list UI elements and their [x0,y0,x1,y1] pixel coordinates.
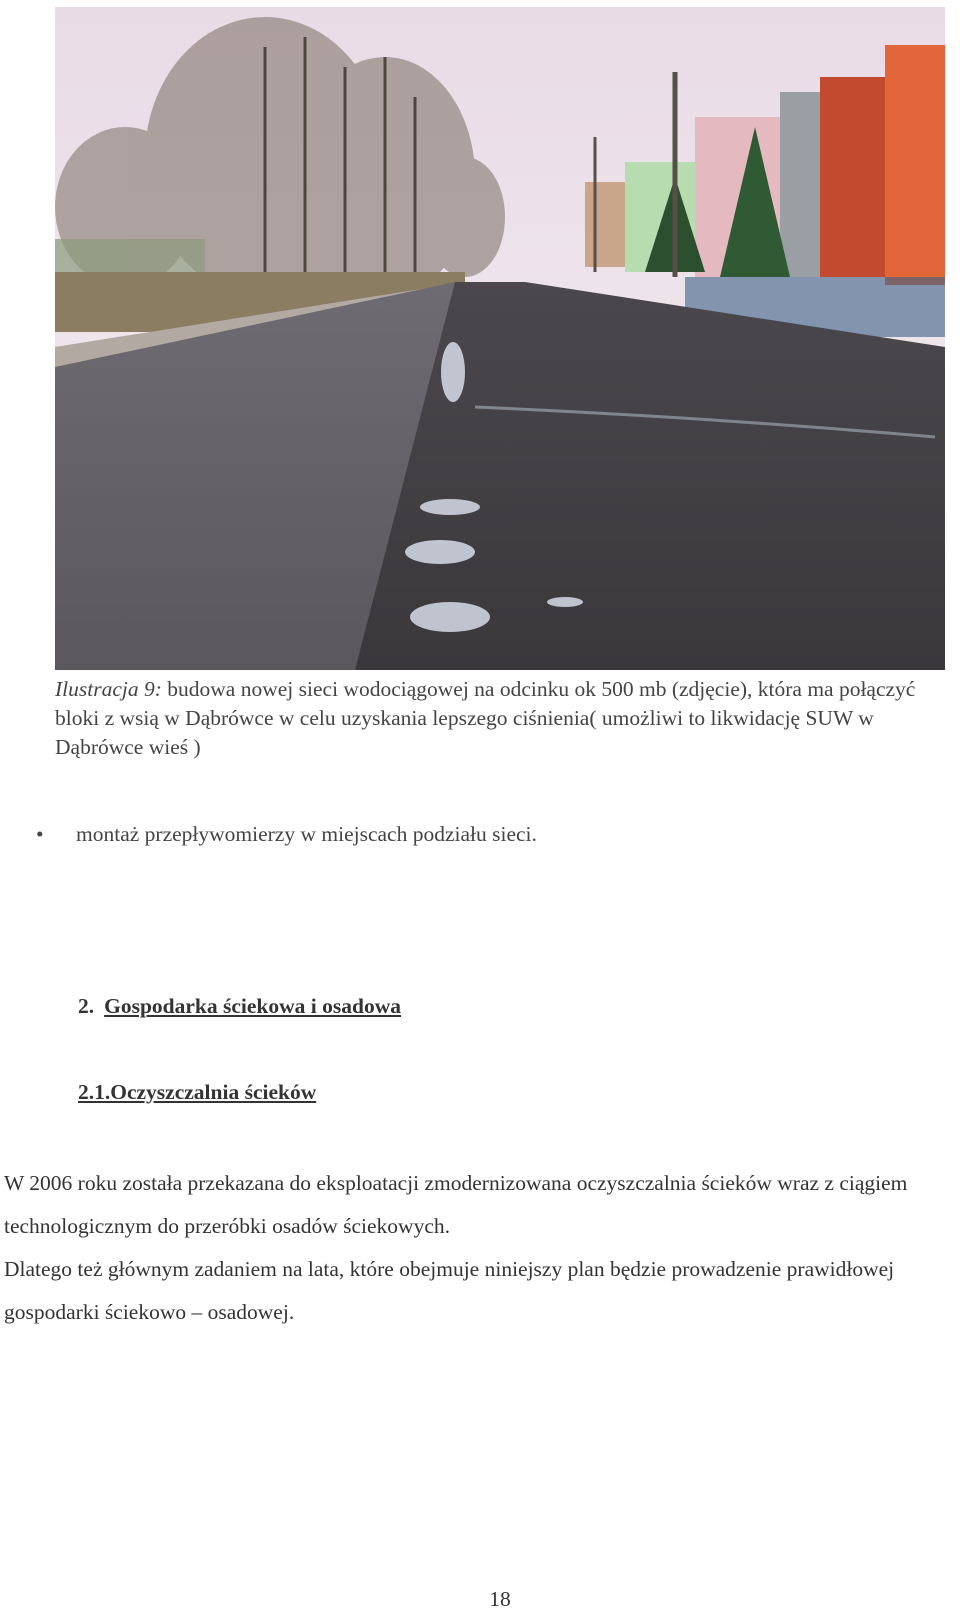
section-number: 2. [78,994,95,1018]
list-item-text: montaż przepływomierzy w miejscach podziału sieci. [76,822,537,846]
section-title: Gospodarka ściekowa i osadowa [104,994,401,1018]
paragraph: W 2006 roku została przekazana do eksploatacji zmodernizowana oczyszczalnia ścieków wraz z ciągiem technologicznym do przeróbki osadów ściekowych. [4,1171,908,1238]
subsection-heading: 2.1.Oczyszczalnia ścieków [78,1080,317,1104]
caption-lead: Ilustracja 9: [55,677,162,701]
bullet-icon: • [36,822,44,846]
figure-caption [55,675,945,762]
list-item [36,820,537,849]
paragraph: Dlatego też głównym zadaniem na lata, które obejmuje niniejszy plan będzie prowadzenie prawidłowej gospodarki ściekowo – osadowej. [4,1257,895,1324]
caption-text: budowa nowej sieci wodociągowej na odcinku ok 500 mb (zdjęcie), która ma połączyć bloki z wsią w Dąbrówce w celu uzyskania lepszego ciśnienia( umożliwi to likwidację SUW w Dąbrówce wieś ) [55,677,916,759]
road-photo [55,7,945,670]
page-number: 18 [489,1587,511,1611]
section-heading [78,992,401,1021]
body-text [4,1162,960,1334]
